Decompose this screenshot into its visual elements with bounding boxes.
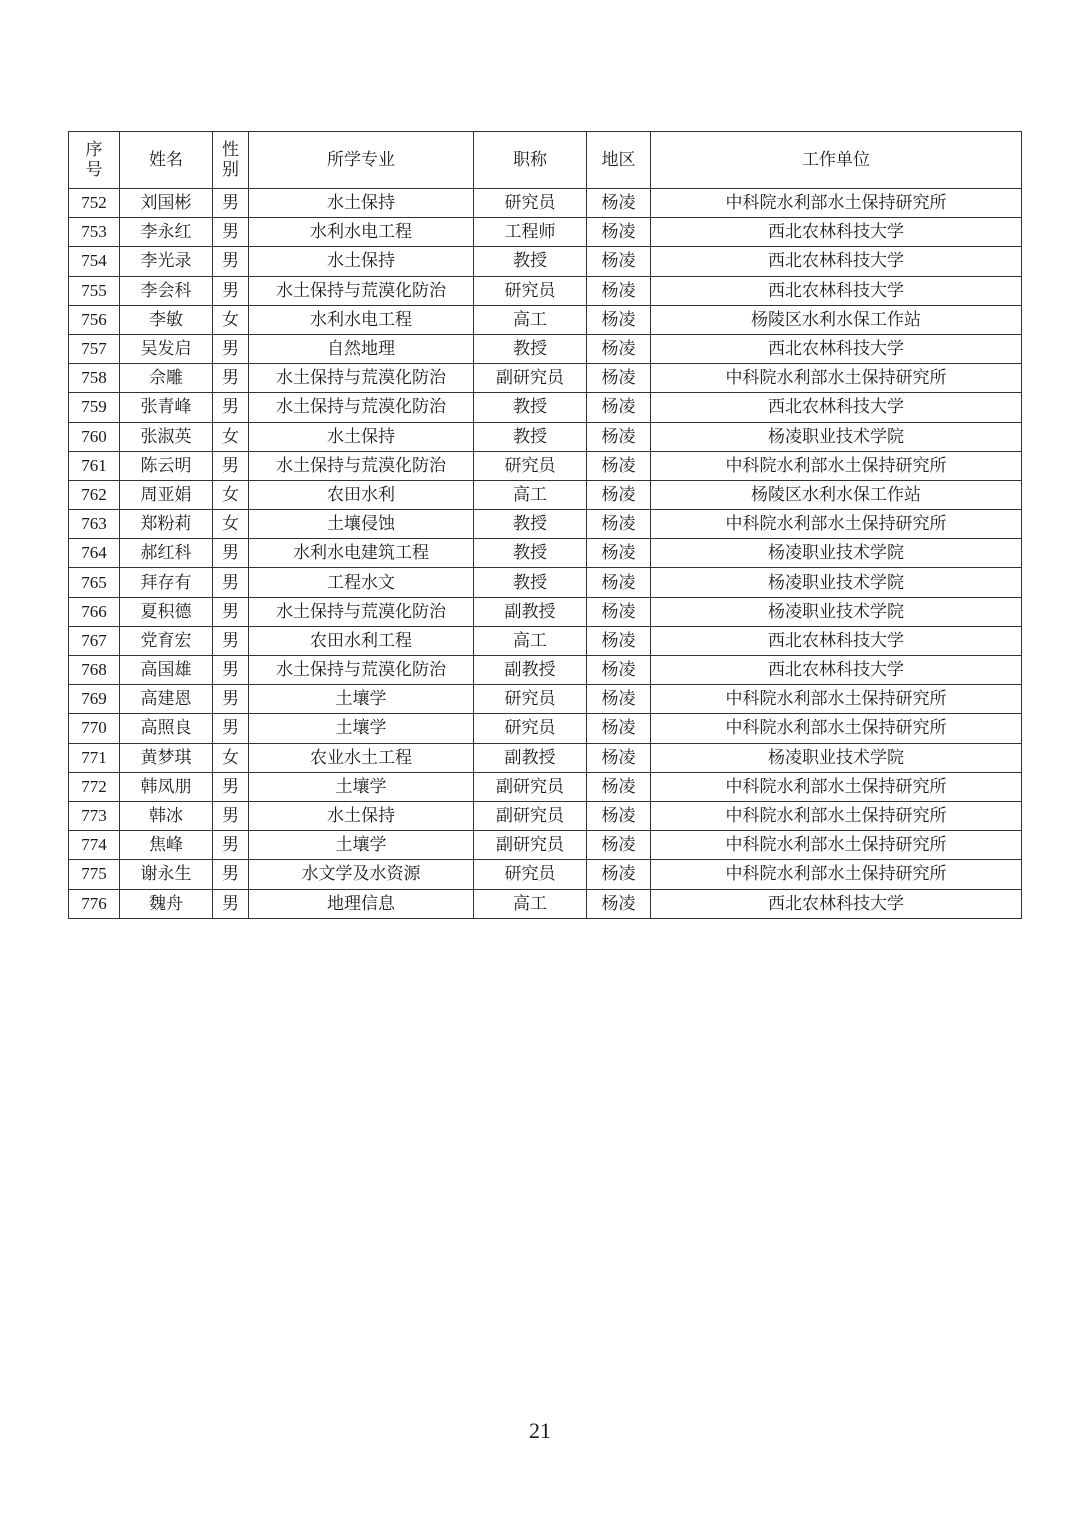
header-gender-line1: 性 <box>222 140 239 160</box>
cell-index: 763 <box>69 510 120 539</box>
cell-gender: 男 <box>213 364 249 393</box>
cell-index: 766 <box>69 597 120 626</box>
cell-major: 水土保持与荒漠化防治 <box>249 656 474 685</box>
cell-region: 杨凌 <box>587 801 651 830</box>
cell-gender: 男 <box>213 393 249 422</box>
page-number: 21 <box>529 1418 551 1443</box>
cell-index: 767 <box>69 626 120 655</box>
cell-name: 吴发启 <box>120 334 213 363</box>
table-row <box>69 597 1022 626</box>
expert-roster-table <box>68 131 1022 919</box>
cell-index: 772 <box>69 772 120 801</box>
cell-major: 水文学及水资源 <box>249 860 474 889</box>
table-body <box>69 189 1022 919</box>
table-row <box>69 189 1022 218</box>
cell-title: 高工 <box>474 480 587 509</box>
table-row <box>69 568 1022 597</box>
cell-major: 水土保持与荒漠化防治 <box>249 364 474 393</box>
cell-index: 771 <box>69 743 120 772</box>
cell-index: 762 <box>69 480 120 509</box>
cell-region: 杨凌 <box>587 364 651 393</box>
cell-major: 土壤侵蚀 <box>249 510 474 539</box>
cell-gender: 男 <box>213 685 249 714</box>
cell-employer: 西北农林科技大学 <box>651 334 1022 363</box>
header-major: 所学专业 <box>249 132 474 189</box>
cell-major: 农田水利 <box>249 480 474 509</box>
table-header <box>69 132 1022 189</box>
cell-title: 研究员 <box>474 189 587 218</box>
table-row <box>69 393 1022 422</box>
cell-region: 杨凌 <box>587 539 651 568</box>
cell-name: 郝红科 <box>120 539 213 568</box>
cell-name: 韩凤朋 <box>120 772 213 801</box>
cell-gender: 男 <box>213 334 249 363</box>
cell-name: 高国雄 <box>120 656 213 685</box>
cell-major: 土壤学 <box>249 772 474 801</box>
cell-title: 高工 <box>474 889 587 918</box>
table-row <box>69 714 1022 743</box>
table-row <box>69 860 1022 889</box>
cell-employer: 西北农林科技大学 <box>651 393 1022 422</box>
cell-name: 夏积德 <box>120 597 213 626</box>
cell-gender: 男 <box>213 568 249 597</box>
cell-employer: 中科院水利部水土保持研究所 <box>651 801 1022 830</box>
cell-region: 杨凌 <box>587 831 651 860</box>
cell-region: 杨凌 <box>587 247 651 276</box>
cell-title: 副教授 <box>474 743 587 772</box>
cell-employer: 中科院水利部水土保持研究所 <box>651 831 1022 860</box>
cell-name: 黄梦琪 <box>120 743 213 772</box>
cell-region: 杨凌 <box>587 685 651 714</box>
cell-region: 杨凌 <box>587 597 651 626</box>
cell-title: 教授 <box>474 422 587 451</box>
cell-major: 土壤学 <box>249 685 474 714</box>
cell-name: 李永红 <box>120 218 213 247</box>
cell-region: 杨凌 <box>587 480 651 509</box>
cell-major: 水利水电工程 <box>249 305 474 334</box>
cell-title: 研究员 <box>474 685 587 714</box>
cell-employer: 中科院水利部水土保持研究所 <box>651 189 1022 218</box>
cell-region: 杨凌 <box>587 510 651 539</box>
cell-title: 教授 <box>474 247 587 276</box>
table-row <box>69 889 1022 918</box>
cell-gender: 男 <box>213 626 249 655</box>
cell-employer: 中科院水利部水土保持研究所 <box>651 860 1022 889</box>
table-row <box>69 480 1022 509</box>
cell-index: 757 <box>69 334 120 363</box>
cell-gender: 男 <box>213 860 249 889</box>
cell-gender: 男 <box>213 831 249 860</box>
cell-gender: 男 <box>213 801 249 830</box>
table-row <box>69 218 1022 247</box>
cell-region: 杨凌 <box>587 334 651 363</box>
cell-title: 副研究员 <box>474 772 587 801</box>
header-employer: 工作单位 <box>651 132 1022 189</box>
cell-major: 水利水电工程 <box>249 218 474 247</box>
cell-gender: 男 <box>213 597 249 626</box>
cell-title: 研究员 <box>474 714 587 743</box>
cell-title: 研究员 <box>474 451 587 480</box>
cell-name: 陈云明 <box>120 451 213 480</box>
header-gender-line2: 别 <box>222 160 239 180</box>
cell-name: 焦峰 <box>120 831 213 860</box>
table-row <box>69 626 1022 655</box>
cell-employer: 杨陵区水利水保工作站 <box>651 305 1022 334</box>
header-gender <box>213 132 249 189</box>
cell-title: 研究员 <box>474 860 587 889</box>
cell-gender: 女 <box>213 305 249 334</box>
cell-name: 佘雕 <box>120 364 213 393</box>
cell-name: 拜存有 <box>120 568 213 597</box>
cell-index: 758 <box>69 364 120 393</box>
cell-title: 高工 <box>474 626 587 655</box>
header-index <box>69 132 120 189</box>
cell-index: 752 <box>69 189 120 218</box>
table-row <box>69 772 1022 801</box>
table-row <box>69 743 1022 772</box>
cell-employer: 中科院水利部水土保持研究所 <box>651 714 1022 743</box>
cell-index: 768 <box>69 656 120 685</box>
cell-gender: 男 <box>213 247 249 276</box>
cell-employer: 西北农林科技大学 <box>651 276 1022 305</box>
cell-region: 杨凌 <box>587 218 651 247</box>
cell-name: 李敏 <box>120 305 213 334</box>
cell-region: 杨凌 <box>587 772 651 801</box>
cell-region: 杨凌 <box>587 189 651 218</box>
table-row <box>69 422 1022 451</box>
cell-index: 765 <box>69 568 120 597</box>
table-row <box>69 334 1022 363</box>
cell-major: 自然地理 <box>249 334 474 363</box>
cell-gender: 女 <box>213 480 249 509</box>
cell-gender: 男 <box>213 451 249 480</box>
cell-title: 教授 <box>474 334 587 363</box>
header-name: 姓名 <box>120 132 213 189</box>
cell-index: 769 <box>69 685 120 714</box>
cell-employer: 西北农林科技大学 <box>651 247 1022 276</box>
cell-employer: 中科院水利部水土保持研究所 <box>651 685 1022 714</box>
cell-region: 杨凌 <box>587 714 651 743</box>
cell-gender: 男 <box>213 772 249 801</box>
cell-major: 水土保持与荒漠化防治 <box>249 276 474 305</box>
cell-gender: 男 <box>213 714 249 743</box>
cell-employer: 中科院水利部水土保持研究所 <box>651 451 1022 480</box>
cell-major: 水利水电建筑工程 <box>249 539 474 568</box>
cell-name: 魏舟 <box>120 889 213 918</box>
cell-title: 教授 <box>474 393 587 422</box>
cell-gender: 男 <box>213 276 249 305</box>
cell-region: 杨凌 <box>587 422 651 451</box>
cell-title: 研究员 <box>474 276 587 305</box>
cell-employer: 西北农林科技大学 <box>651 656 1022 685</box>
cell-employer: 西北农林科技大学 <box>651 218 1022 247</box>
cell-employer: 杨凌职业技术学院 <box>651 539 1022 568</box>
cell-major: 工程水文 <box>249 568 474 597</box>
cell-employer: 杨凌职业技术学院 <box>651 568 1022 597</box>
cell-name: 张淑英 <box>120 422 213 451</box>
cell-employer: 中科院水利部水土保持研究所 <box>651 772 1022 801</box>
cell-employer: 中科院水利部水土保持研究所 <box>651 364 1022 393</box>
cell-major: 水土保持 <box>249 801 474 830</box>
cell-name: 李光录 <box>120 247 213 276</box>
table-row <box>69 539 1022 568</box>
cell-title: 教授 <box>474 510 587 539</box>
cell-name: 周亚娟 <box>120 480 213 509</box>
cell-title: 教授 <box>474 539 587 568</box>
cell-title: 副教授 <box>474 597 587 626</box>
cell-region: 杨凌 <box>587 451 651 480</box>
cell-region: 杨凌 <box>587 889 651 918</box>
cell-title: 副研究员 <box>474 831 587 860</box>
cell-major: 水土保持与荒漠化防治 <box>249 451 474 480</box>
cell-major: 水土保持 <box>249 247 474 276</box>
cell-title: 工程师 <box>474 218 587 247</box>
cell-title: 副研究员 <box>474 801 587 830</box>
cell-index: 775 <box>69 860 120 889</box>
cell-major: 土壤学 <box>249 714 474 743</box>
header-title: 职称 <box>474 132 587 189</box>
header-region: 地区 <box>587 132 651 189</box>
table-row <box>69 801 1022 830</box>
table-row <box>69 685 1022 714</box>
cell-index: 753 <box>69 218 120 247</box>
cell-name: 张青峰 <box>120 393 213 422</box>
cell-index: 760 <box>69 422 120 451</box>
table-row <box>69 364 1022 393</box>
cell-index: 770 <box>69 714 120 743</box>
cell-major: 水土保持 <box>249 422 474 451</box>
cell-name: 高建恩 <box>120 685 213 714</box>
cell-index: 773 <box>69 801 120 830</box>
cell-name: 刘国彬 <box>120 189 213 218</box>
cell-title: 副研究员 <box>474 364 587 393</box>
cell-region: 杨凌 <box>587 626 651 655</box>
cell-major: 水土保持与荒漠化防治 <box>249 597 474 626</box>
cell-title: 副教授 <box>474 656 587 685</box>
cell-index: 764 <box>69 539 120 568</box>
cell-region: 杨凌 <box>587 656 651 685</box>
table-row <box>69 276 1022 305</box>
cell-index: 761 <box>69 451 120 480</box>
cell-title: 高工 <box>474 305 587 334</box>
cell-employer: 中科院水利部水土保持研究所 <box>651 510 1022 539</box>
cell-gender: 男 <box>213 218 249 247</box>
header-row <box>69 132 1022 189</box>
cell-gender: 女 <box>213 422 249 451</box>
cell-region: 杨凌 <box>587 743 651 772</box>
cell-gender: 男 <box>213 539 249 568</box>
cell-name: 高照良 <box>120 714 213 743</box>
cell-region: 杨凌 <box>587 393 651 422</box>
cell-name: 李会科 <box>120 276 213 305</box>
cell-name: 郑粉莉 <box>120 510 213 539</box>
cell-major: 水土保持与荒漠化防治 <box>249 393 474 422</box>
cell-index: 756 <box>69 305 120 334</box>
cell-index: 754 <box>69 247 120 276</box>
header-index-line2: 号 <box>85 160 103 180</box>
cell-employer: 杨凌职业技术学院 <box>651 597 1022 626</box>
cell-index: 774 <box>69 831 120 860</box>
cell-major: 地理信息 <box>249 889 474 918</box>
cell-region: 杨凌 <box>587 305 651 334</box>
cell-employer: 杨凌职业技术学院 <box>651 743 1022 772</box>
cell-index: 755 <box>69 276 120 305</box>
cell-gender: 女 <box>213 743 249 772</box>
cell-employer: 杨凌职业技术学院 <box>651 422 1022 451</box>
cell-region: 杨凌 <box>587 860 651 889</box>
cell-region: 杨凌 <box>587 276 651 305</box>
cell-region: 杨凌 <box>587 568 651 597</box>
cell-major: 农业水土工程 <box>249 743 474 772</box>
table-row <box>69 451 1022 480</box>
cell-major: 水土保持 <box>249 189 474 218</box>
cell-gender: 男 <box>213 889 249 918</box>
cell-index: 776 <box>69 889 120 918</box>
cell-name: 党育宏 <box>120 626 213 655</box>
cell-employer: 西北农林科技大学 <box>651 889 1022 918</box>
table-row <box>69 831 1022 860</box>
cell-title: 教授 <box>474 568 587 597</box>
cell-employer: 西北农林科技大学 <box>651 626 1022 655</box>
cell-gender: 女 <box>213 510 249 539</box>
header-index-line1: 序 <box>85 140 103 160</box>
cell-gender: 男 <box>213 656 249 685</box>
cell-gender: 男 <box>213 189 249 218</box>
cell-index: 759 <box>69 393 120 422</box>
table-row <box>69 305 1022 334</box>
cell-major: 土壤学 <box>249 831 474 860</box>
cell-name: 谢永生 <box>120 860 213 889</box>
table-row <box>69 656 1022 685</box>
table-row <box>69 510 1022 539</box>
cell-name: 韩冰 <box>120 801 213 830</box>
cell-employer: 杨陵区水利水保工作站 <box>651 480 1022 509</box>
cell-major: 农田水利工程 <box>249 626 474 655</box>
table-row <box>69 247 1022 276</box>
